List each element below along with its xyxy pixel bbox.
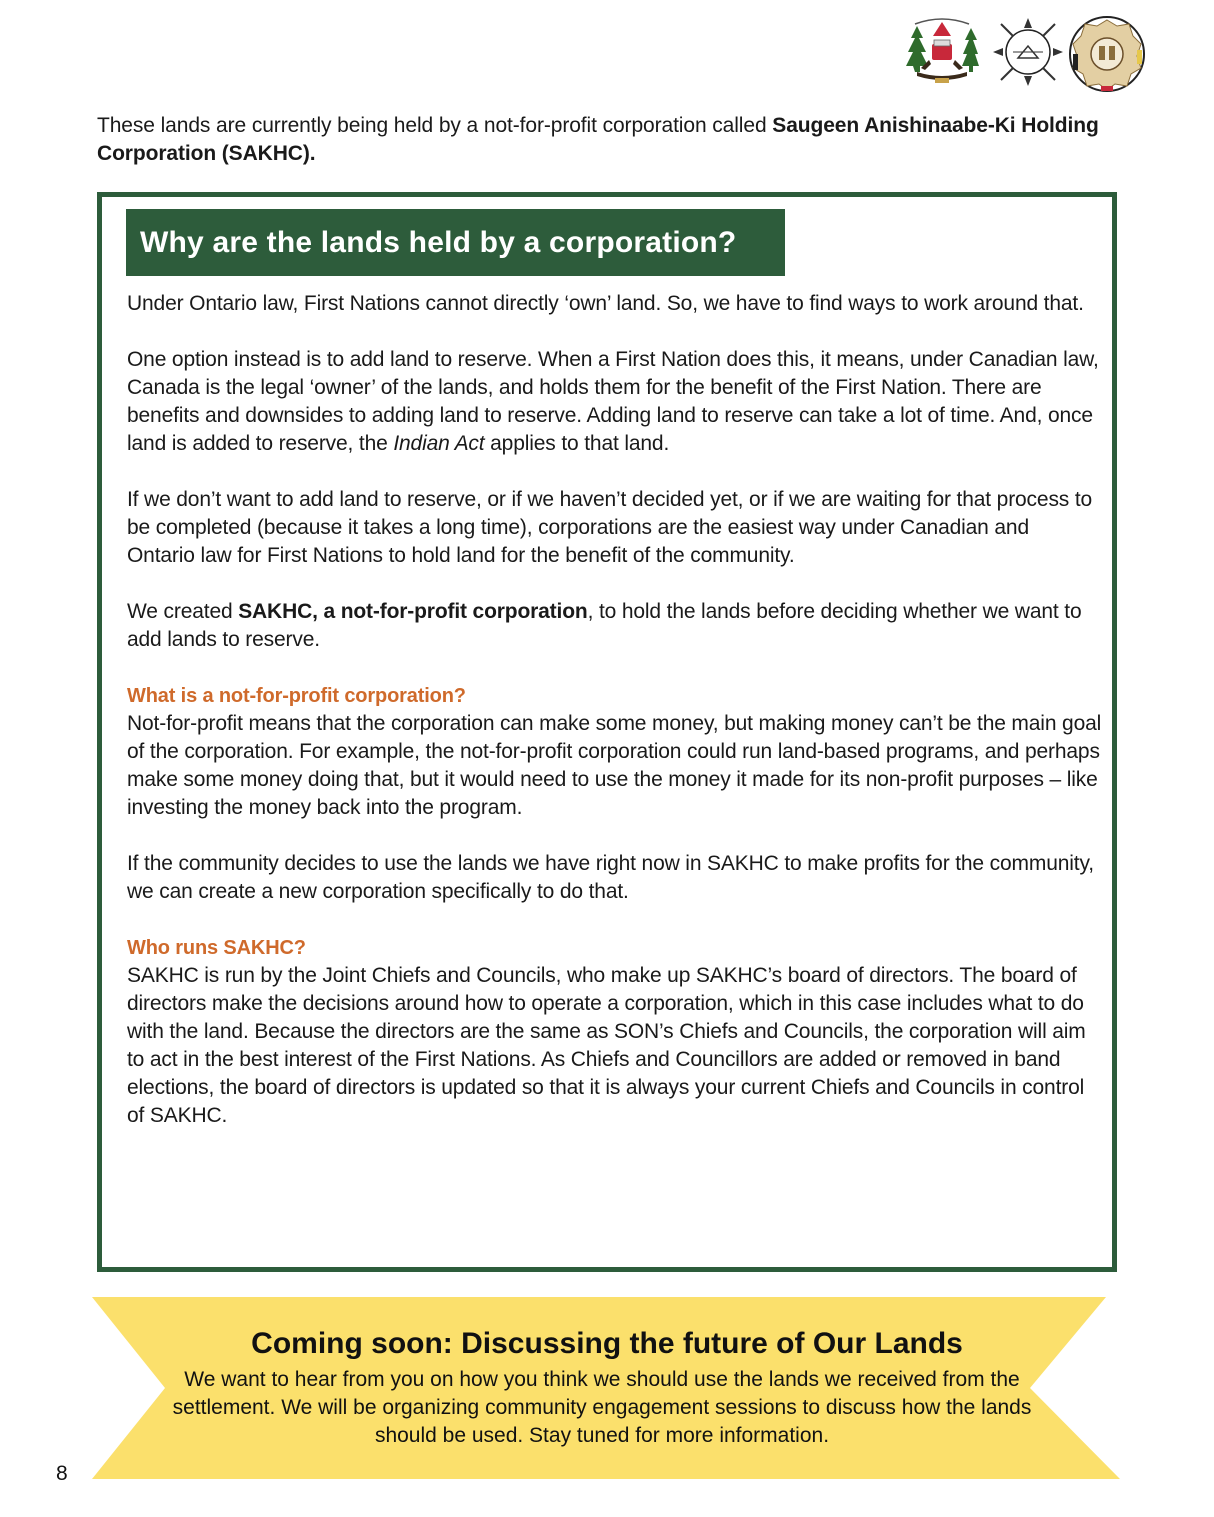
paragraph-profits: If the community decides to use the lands we have right now in SAKHC to make profits for the community, we can create a new corporation specifically to do that. [127,852,1094,903]
sakhc-bold-text: SAKHC, a not-for-profit corporation [238,600,588,623]
section-content [127,290,1102,1130]
chippewas-of-nawash-logo [903,14,981,90]
banner-title: Coming soon: Discussing the future of Our Lands [251,1327,963,1360]
intro-bold-text: Saugeen Anishinaabe-Ki Holding Corporation (SAKHC). [97,114,1099,165]
medicine-wheel-logo [991,14,1065,90]
intro-text: These lands are currently being held by a not-for-profit corporation called [97,114,773,137]
paragraph-reserve-end: applies to that land. [484,432,670,455]
paragraph-sakhc-created [127,598,1102,654]
paragraph-sakhc-end: , to hold the lands before deciding whether we want to add lands to reserve. [127,600,1082,651]
saugeen-first-nation-logo [1067,14,1147,94]
paragraph-reserve-option [127,346,1102,458]
coming-soon-banner [0,1296,1214,1480]
paragraph-reserve-text: One option instead is to add land to reserve. When a First Nation does this, it means, under Canadian law, Canada is the legal ‘owner’ of the lands, and holds them for the benefit of the First Nation. There are benefits and downsides to adding land to reserve. Adding land to reserve can take a lot of time. And, once land is added to reserve, the [127,348,1099,455]
partner-logos [903,14,1153,94]
subheading-not-for-profit: What is a not-for-profit corporation? [127,685,466,707]
page-number: 8 [56,1462,68,1485]
section-heading: Why are the lands held by a corporation? [126,209,785,276]
paragraph-who-runs: SAKHC is run by the Joint Chiefs and Councils, who make up SAKHC’s board of directors. The board of directors make the decisions around how to operate a corporation, which in this case includes what to do with the land. Because the directors are the same as SON’s Chiefs and Councils, the corporation will aim to act in the best interest of the First Nations. As Chiefs and Councillors are added or removed in band elections, the board of directors is updated so that it is always your current Chiefs and Councils in control of SAKHC. [127,964,1086,1127]
info-box [97,192,1117,1272]
banner-body: We want to hear from you on how you think we should use the lands we received from the settlement. We will be organizing community engagement sessions to discuss how the lands should be used. Stay tuned for more information. [172,1368,1032,1447]
paragraph-corporations: If we don’t want to add land to reserve, or if we haven’t decided yet, or if we are waiting for that process to be completed (because it takes a long time), corporations are the easiest way under Canadian and Ontario law for First Nations to hold land for the benefit of the community. [127,488,1093,567]
paragraph-not-for-profit: Not-for-profit means that the corporation can make some money, but making money can’t be the main goal of the corporation. For example, the not-for-profit corporation could run land-based programs, and perhaps make some money doing that, but it would need to use the money it made for its non-profit purposes – like investing the money back into the program. [127,712,1102,819]
intro-paragraph [97,112,1127,168]
subheading-who-runs: Who runs SAKHC? [127,937,306,959]
indian-act-italic: Indian Act [393,432,485,455]
paragraph-sakhc-start: We created [127,600,239,623]
paragraph-ownership: Under Ontario law, First Nations cannot directly ‘own’ land. So, we have to find ways to work around that. [127,292,1084,315]
